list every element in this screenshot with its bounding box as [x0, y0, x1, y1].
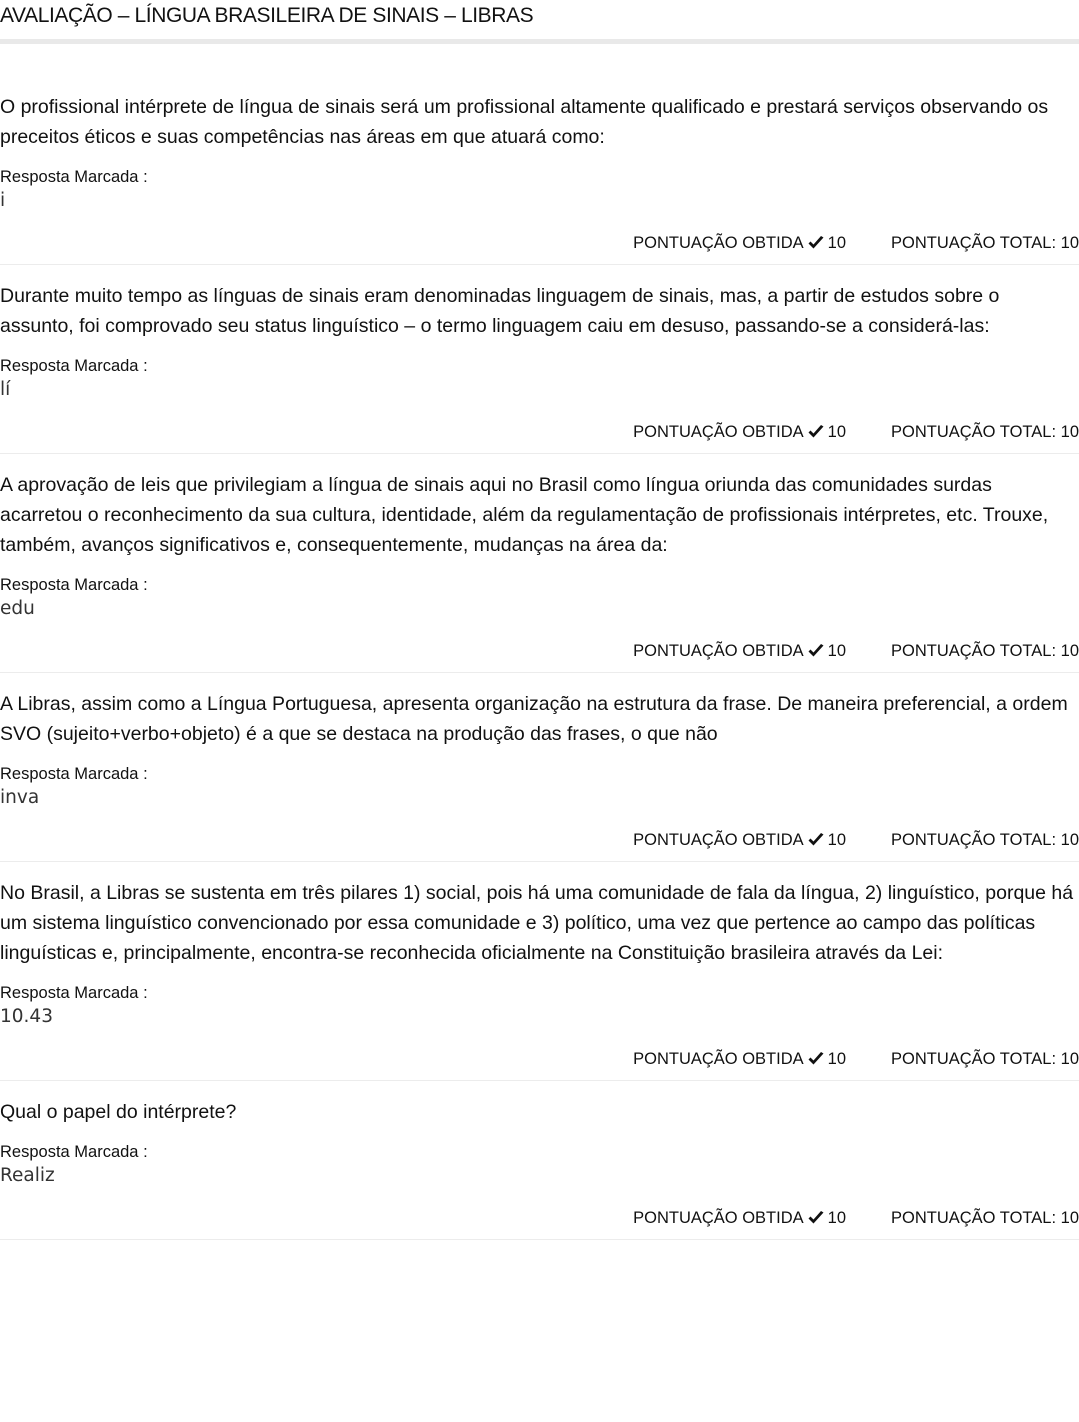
question-item: [0, 470, 1079, 673]
check-icon: [807, 832, 825, 848]
score-row: [0, 234, 1079, 264]
question-item: [0, 92, 1079, 265]
score-obtained-label: PONTUAÇÃO OBTIDA: [633, 642, 804, 660]
score-total-value: 10: [1060, 642, 1079, 660]
question-text: A Libras, assim como a Língua Portuguesa, apresenta organização na estrutura da frase. De maneira preferencial, a ordem SVO (sujeito+verbo+objeto) é a que se destaca na produção das frases, o que não: [0, 693, 1068, 745]
question-text: No Brasil, a Libras se sustenta em três pilares 1) social, pois há uma comunidade de fala da língua, 2) linguístico, porque há um sistema linguístico convencionado por essa comunidade e 3) político, uma vez que pertence ao campo das políticas linguísticas e, principalmente, encontra-se reconhecida oficialmente na Constituição brasileira através da Lei:: [0, 882, 1074, 964]
question-list: [0, 92, 1079, 1240]
score-obtained-label: PONTUAÇÃO OBTIDA: [633, 423, 804, 441]
answer-label: Resposta Marcada :: [0, 984, 148, 1002]
score-obtained: [633, 234, 846, 252]
score-total-value: 10: [1060, 1050, 1079, 1068]
score-total-label: PONTUAÇÃO TOTAL:: [891, 831, 1057, 849]
score-total-value: 10: [1060, 1209, 1079, 1227]
answer-label: Resposta Marcada :: [0, 357, 148, 375]
score-obtained: [633, 1209, 846, 1227]
score-row: [0, 831, 1079, 861]
score-total: [891, 831, 1079, 849]
score-row: [0, 642, 1079, 672]
question-text: O profissional intérprete de língua de sinais será um profissional altamente qualificado e prestará serviços observando os preceitos éticos e suas competências nas áreas em que atuará como:: [0, 96, 1049, 148]
score-obtained: [633, 831, 846, 849]
marked-answer: i: [0, 190, 6, 211]
score-total: [891, 234, 1079, 252]
score-total-label: PONTUAÇÃO TOTAL:: [891, 234, 1057, 252]
question-item: [0, 281, 1079, 454]
score-total-value: 10: [1060, 234, 1079, 252]
score-obtained: [633, 642, 846, 660]
score-total: [891, 642, 1079, 660]
score-obtained-value: 10: [827, 423, 846, 441]
score-total-label: PONTUAÇÃO TOTAL:: [891, 642, 1057, 660]
score-obtained-value: 10: [827, 234, 846, 252]
question-text: Durante muito tempo as línguas de sinais eram denominadas linguagem de sinais, mas, a partir de estudos sobre o assunto, foi comprovado seu status linguístico – o termo linguagem caiu em desuso, passando-se a considerá-las:: [0, 285, 1000, 337]
question-item: [0, 1097, 1079, 1240]
check-icon: [807, 1210, 825, 1226]
answer-label: Resposta Marcada :: [0, 765, 148, 783]
score-obtained: [633, 423, 846, 441]
check-icon: [807, 235, 825, 251]
question-item: [0, 878, 1079, 1081]
marked-answer: 10.43: [0, 1006, 53, 1027]
score-obtained-value: 10: [827, 1050, 846, 1068]
score-total-label: PONTUAÇÃO TOTAL:: [891, 1209, 1057, 1227]
score-obtained-label: PONTUAÇÃO OBTIDA: [633, 234, 804, 252]
question-text: Qual o papel do intérprete?: [0, 1101, 237, 1123]
score-total-label: PONTUAÇÃO TOTAL:: [891, 423, 1057, 441]
page-title: AVALIAÇÃO – LÍNGUA BRASILEIRA DE SINAIS – LIBRAS: [0, 0, 1079, 44]
question-text: A aprovação de leis que privilegiam a língua de sinais aqui no Brasil como língua oriunda das comunidades surdas acarretou o reconhecimento da sua cultura, identidade, além da regulamentação de profissionais intérpretes, etc. Trouxe, também, avanços significativos e, consequentemente, mudanças na área da:: [0, 474, 1049, 556]
check-icon: [807, 643, 825, 659]
question-item: [0, 689, 1079, 862]
score-total-value: 10: [1060, 423, 1079, 441]
score-obtained-value: 10: [827, 642, 846, 660]
score-obtained-label: PONTUAÇÃO OBTIDA: [633, 831, 804, 849]
score-total: [891, 423, 1079, 441]
score-total: [891, 1209, 1079, 1227]
marked-answer: inva: [0, 787, 40, 808]
score-obtained-value: 10: [827, 831, 846, 849]
score-row: [0, 1209, 1079, 1239]
score-obtained-value: 10: [827, 1209, 846, 1227]
marked-answer: Realiz: [0, 1165, 55, 1186]
answer-label: Resposta Marcada :: [0, 1143, 148, 1161]
answer-label: Resposta Marcada :: [0, 168, 148, 186]
check-icon: [807, 1051, 825, 1067]
marked-answer: lí: [0, 379, 11, 400]
check-icon: [807, 424, 825, 440]
score-total: [891, 1050, 1079, 1068]
score-total-label: PONTUAÇÃO TOTAL:: [891, 1050, 1057, 1068]
marked-answer: edu: [0, 598, 35, 619]
score-obtained: [633, 1050, 846, 1068]
score-obtained-label: PONTUAÇÃO OBTIDA: [633, 1209, 804, 1227]
score-obtained-label: PONTUAÇÃO OBTIDA: [633, 1050, 804, 1068]
answer-label: Resposta Marcada :: [0, 576, 148, 594]
score-total-value: 10: [1060, 831, 1079, 849]
score-row: [0, 1050, 1079, 1080]
score-row: [0, 423, 1079, 453]
